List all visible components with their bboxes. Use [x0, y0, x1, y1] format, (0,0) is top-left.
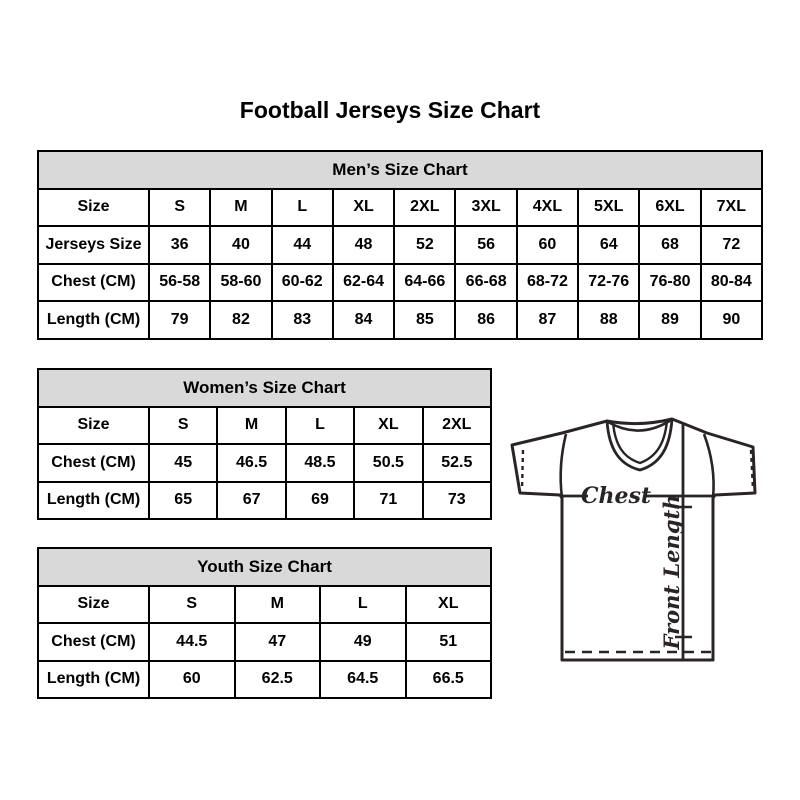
size-value-cell: M [235, 586, 321, 624]
table-title: Men’s Size Chart [38, 151, 762, 189]
jersey-measurement-diagram [503, 410, 768, 670]
size-value-cell: 4XL [517, 189, 578, 227]
size-value-cell: 85 [394, 301, 455, 339]
size-value-cell: 71 [354, 482, 422, 520]
table-row [38, 586, 491, 624]
size-value-cell: 88 [578, 301, 639, 339]
table-row [38, 661, 491, 699]
size-value-cell: 60-62 [272, 264, 333, 302]
size-value-cell: 58-60 [210, 264, 271, 302]
row-label: Chest (CM) [38, 264, 149, 302]
mens-size-chart-table [37, 150, 763, 340]
size-value-cell: 2XL [423, 407, 491, 445]
size-value-cell: 50.5 [354, 444, 422, 482]
size-value-cell: L [286, 407, 354, 445]
row-label: Size [38, 586, 149, 624]
page-title: Football Jerseys Size Chart [239, 97, 541, 123]
size-value-cell: 51 [406, 623, 492, 661]
chest-dimension-label: Chest [580, 483, 652, 509]
row-label: Chest (CM) [38, 623, 149, 661]
size-value-cell: 69 [286, 482, 354, 520]
size-value-cell: 40 [210, 226, 271, 264]
row-label: Length (CM) [38, 661, 149, 699]
left-cuff-stitch-dashed-line [522, 450, 523, 490]
size-value-cell: 68 [639, 226, 700, 264]
table-row [38, 623, 491, 661]
size-value-cell: 44.5 [149, 623, 235, 661]
table-row [38, 482, 491, 520]
size-value-cell: 36 [149, 226, 210, 264]
size-value-cell: 80-84 [701, 264, 762, 302]
table-title-row [38, 151, 762, 189]
table-row [38, 444, 491, 482]
size-value-cell: 89 [639, 301, 700, 339]
size-value-cell: 86 [455, 301, 516, 339]
table-row [38, 407, 491, 445]
size-value-cell: 72-76 [578, 264, 639, 302]
size-value-cell: 48.5 [286, 444, 354, 482]
size-value-cell: 62-64 [333, 264, 394, 302]
size-value-cell: 7XL [701, 189, 762, 227]
size-value-cell: 90 [701, 301, 762, 339]
size-value-cell: 67 [217, 482, 285, 520]
size-value-cell: 48 [333, 226, 394, 264]
size-value-cell: 52 [394, 226, 455, 264]
size-value-cell: 46.5 [217, 444, 285, 482]
size-value-cell: 60 [149, 661, 235, 699]
table-title-row [38, 548, 491, 586]
size-value-cell: S [149, 189, 210, 227]
size-value-cell: L [272, 189, 333, 227]
size-value-cell: 49 [320, 623, 406, 661]
size-value-cell: 76-80 [639, 264, 700, 302]
size-value-cell: 79 [149, 301, 210, 339]
size-value-cell: 65 [149, 482, 217, 520]
size-value-cell: 2XL [394, 189, 455, 227]
size-value-cell: 82 [210, 301, 271, 339]
size-value-cell: XL [333, 189, 394, 227]
size-value-cell: M [217, 407, 285, 445]
size-value-cell: 64 [578, 226, 639, 264]
size-value-cell: L [320, 586, 406, 624]
table-row [38, 264, 762, 302]
left-armhole-seam [561, 434, 566, 498]
youth-size-chart-table [37, 547, 492, 699]
size-value-cell: 45 [149, 444, 217, 482]
size-value-cell: 87 [517, 301, 578, 339]
size-value-cell: S [149, 586, 235, 624]
womens-size-chart-table [37, 368, 492, 520]
row-label: Size [38, 189, 149, 227]
row-label: Chest (CM) [38, 444, 149, 482]
row-label: Length (CM) [38, 301, 149, 339]
size-value-cell: 47 [235, 623, 321, 661]
size-value-cell: 56 [455, 226, 516, 264]
size-value-cell: 64-66 [394, 264, 455, 302]
size-value-cell: XL [406, 586, 492, 624]
size-value-cell: 84 [333, 301, 394, 339]
table-row [38, 189, 762, 227]
right-armhole-seam [704, 434, 714, 498]
size-value-cell: 68-72 [517, 264, 578, 302]
size-value-cell: 3XL [455, 189, 516, 227]
size-value-cell: 5XL [578, 189, 639, 227]
size-value-cell: 66-68 [455, 264, 516, 302]
size-value-cell: XL [354, 407, 422, 445]
table-title-row [38, 369, 491, 407]
size-value-cell: 66.5 [406, 661, 492, 699]
size-value-cell: 83 [272, 301, 333, 339]
size-value-cell: 73 [423, 482, 491, 520]
table-row [38, 226, 762, 264]
table-row [38, 301, 762, 339]
row-label: Length (CM) [38, 482, 149, 520]
table-title: Youth Size Chart [38, 548, 491, 586]
size-value-cell: 64.5 [320, 661, 406, 699]
size-value-cell: M [210, 189, 271, 227]
size-value-cell: S [149, 407, 217, 445]
size-value-cell: 6XL [639, 189, 700, 227]
size-value-cell: 56-58 [149, 264, 210, 302]
jersey-body-outline [512, 419, 755, 660]
size-value-cell: 52.5 [423, 444, 491, 482]
table-title: Women’s Size Chart [38, 369, 491, 407]
size-value-cell: 72 [701, 226, 762, 264]
front-length-dimension-label: Front Length [659, 494, 684, 650]
size-value-cell: 62.5 [235, 661, 321, 699]
size-value-cell: 44 [272, 226, 333, 264]
size-value-cell: 60 [517, 226, 578, 264]
row-label: Jerseys Size [38, 226, 149, 264]
row-label: Size [38, 407, 149, 445]
